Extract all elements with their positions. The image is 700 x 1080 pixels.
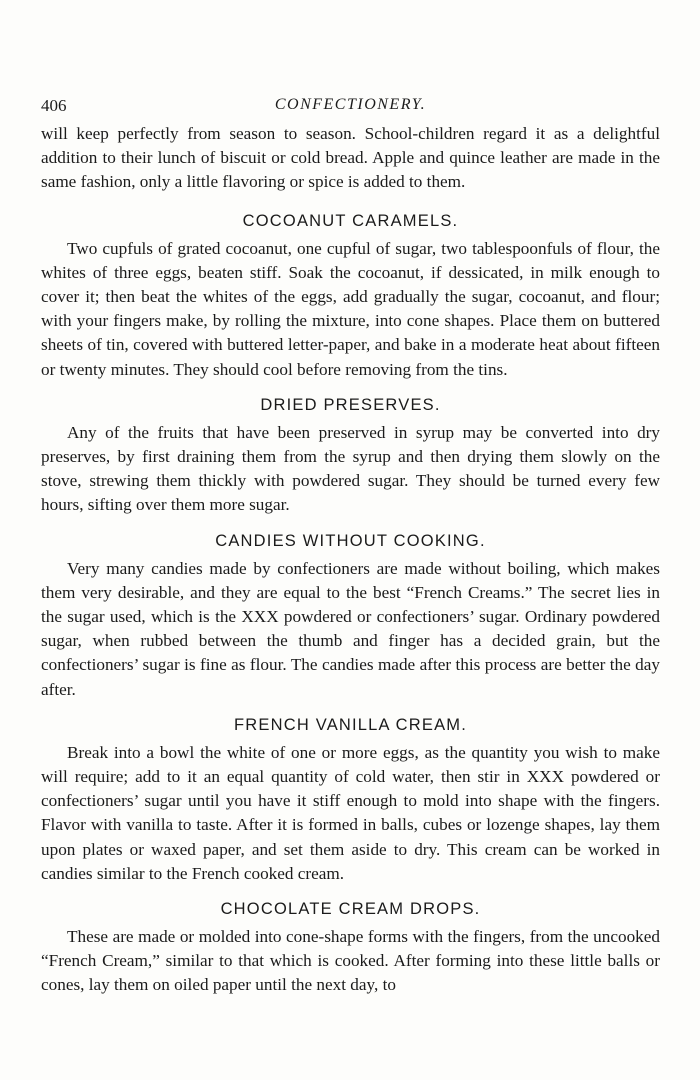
section-body-dried-preserves: Any of the fruits that have been preserved in syrup may be converted into dry preserves, by first draining them from the syrup and then drying them slowly on the stove, strewing them thickly with powdered sugar. They should be turned every few hours, sifting over them more sugar. [41,422,660,515]
running-title: CONFECTIONERY. [274,96,427,113]
page-body [41,122,660,998]
section-body-chocolate-cream-drops: These are made or molded into cone-shape forms with the fingers, from the uncooked “French Cream,” similar to that which is cooked. After forming into these little balls or cones, lay them on oiled paper until the next day, to [41,927,660,995]
section-heading-dried-preserves: DRIED PRESERVES. [260,395,441,414]
section-body-candies-without-cooking: Very many candies made by confectioners are made without boiling, which makes them very desirable, and they are equal to the best “French Creams.” The secret lies in the sugar used, which is the XXX powdered or confectioners’ sugar. Ordinary powdered sugar, when rubbed between the thumb and finger has a decided grain, but the confectioners’ sugar is fine as flour. The candies made after this process are better the day after. [41,558,660,699]
running-head [41,96,660,122]
section-body-french-vanilla-cream: Break into a bowl the white of one or more eggs, as the quantity you wish to make will require; add to it an equal quantity of cold water, then stir in XXX powdered or confectioners’ sugar until you have it stiff enough to mold into shape with the fingers. Flavor with vanilla to taste. After it is formed in balls, cubes or lozenge shapes, lay them upon plates or waxed paper, and set them aside to dry. This cream can be worked in candies similar to the French cooked cream. [41,742,660,883]
section-heading-french-vanilla-cream: FRENCH VANILLA CREAM. [233,715,468,734]
section-heading-chocolate-cream-drops: CHOCOLATE CREAM DROPS. [220,900,481,919]
section-body-cocoanut-caramels: Two cupfuls of grated cocoanut, one cupful of sugar, two tablespoonfuls of flour, the whites of three eggs, beaten stiff. Soak the cocoanut, if dessicated, in milk enough to cover it; then beat the whites of the eggs, add gradually the sugar, cocoanut, and flour; with your fingers make, by rolling the mixture, into cone shapes. Place them on buttered sheets of tin, covered with buttered letter-paper, and bake in a moderate heat about fifteen or twenty minutes. They should cool before removing from the tins. [41,238,660,379]
section-heading-candies-without-cooking: CANDIES WITHOUT COOKING. [215,531,486,550]
page-number: 406 [41,96,67,115]
continued-paragraph: will keep perfectly from season to season. School-children regard it as a delightful addition to their lunch of biscuit or cold bread. Apple and quince leather are made in the same fashion, only a little flavoring or spice is added to them. [41,124,660,192]
section-heading-cocoanut-caramels: COCOANUT CARAMELS. [242,211,459,230]
